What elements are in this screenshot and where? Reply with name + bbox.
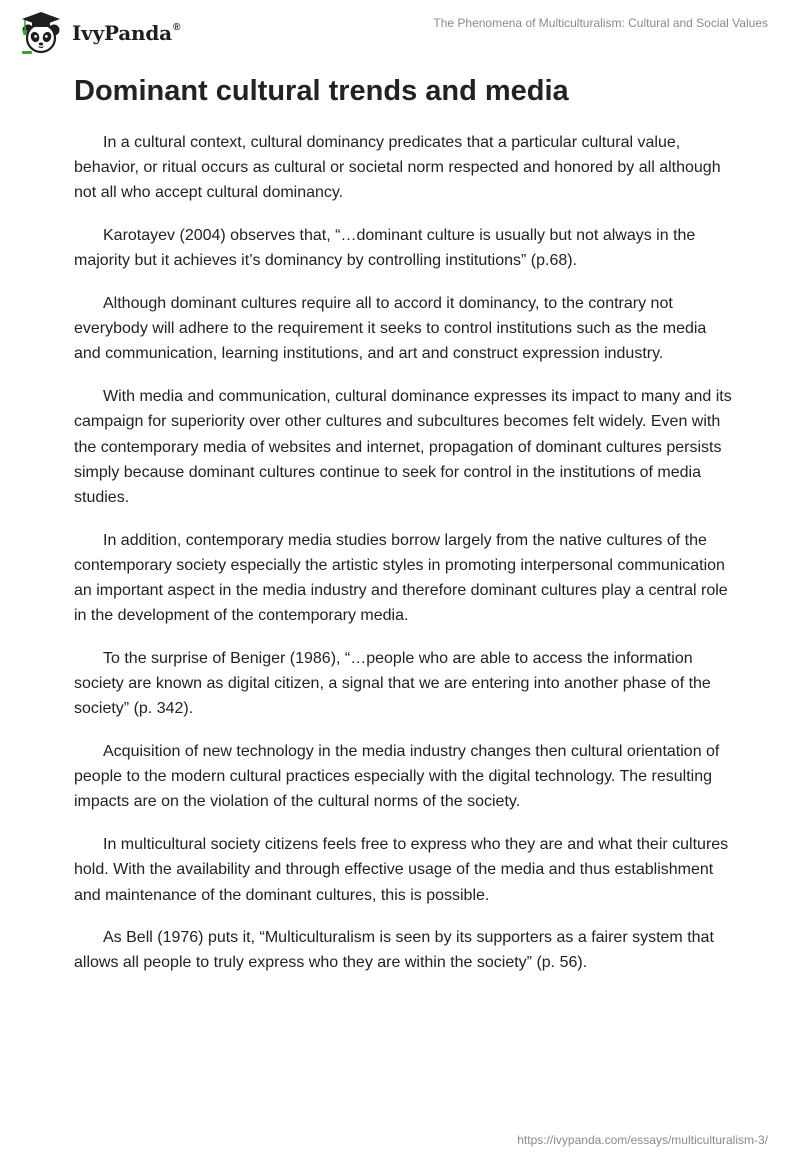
source-url-link[interactable]: https://ivypanda.com/essays/multiculturalism-3/ xyxy=(517,1133,768,1147)
paragraph: To the surprise of Beniger (1986), “…people who are able to access the information society are known as digital citizen, a signal that we are entering into another phase of the society” (p. 342). xyxy=(74,649,711,718)
panda-graduation-cap-icon xyxy=(16,9,66,55)
paragraph: With media and communication, cultural dominance expresses its impact to many and its campaign for superiority over other cultures and subcultures becomes felt widely. Even with the contemporary media of websites and internet, propagation of dominant cultures persists simply because dominant cultures continue to seek for control in the institutions of media studies. xyxy=(74,388,732,506)
paragraph: Although dominant cultures require all to accord it dominancy, to the contrary not everybody will adhere to the requirement it seeks to control institutions such as the media and communication, learning institutions, and art and construct expression industry. xyxy=(74,295,707,363)
paragraph: Karotayev (2004) observes that, “…dominant culture is usually but not always in the majority but it achieves it’s dominancy by controlling institutions” (p.68). xyxy=(74,227,696,270)
paragraph: As Bell (1976) puts it, “Multiculturalism is seen by its supporters as a fairer system that allows all people to truly express who they are within the society” (p. 56). xyxy=(74,929,714,972)
paragraph: Acquisition of new technology in the media industry changes then cultural orientation of people to the modern cultural practices especially with the digital technology. The resulting impacts are on the violation of the cultural norms of the society. xyxy=(74,743,720,811)
paragraph: In addition, contemporary media studies borrow largely from the native cultures of the contemporary society especially the artistic styles in promoting interpersonal communication an important aspect in the media industry and therefore dominant cultures play a central role in the development of the contemporary media. xyxy=(74,531,728,625)
registered-mark: ® xyxy=(172,22,181,34)
paragraph: In a cultural context, cultural dominancy predicates that a particular cultural value, behavior, or ritual occurs as cultural or societal norm respected and honored by all although not all who accept cultural dominancy. xyxy=(74,134,721,202)
section-heading: Dominant cultural trends and media xyxy=(74,75,569,107)
paragraph: In multicultural society citizens feels free to express who they are and what their cultures hold. With the availability and through effective usage of the media and thus establishment and maintenance of the dominant cultures, this is possible. xyxy=(74,836,729,904)
document-title: The Phenomena of Multiculturalism: Cultural and Social Values xyxy=(433,16,768,30)
brand-name: IvyPanda® xyxy=(72,21,181,45)
brand-logo[interactable] xyxy=(16,8,180,56)
page-header xyxy=(0,0,800,64)
article-content xyxy=(74,72,736,993)
